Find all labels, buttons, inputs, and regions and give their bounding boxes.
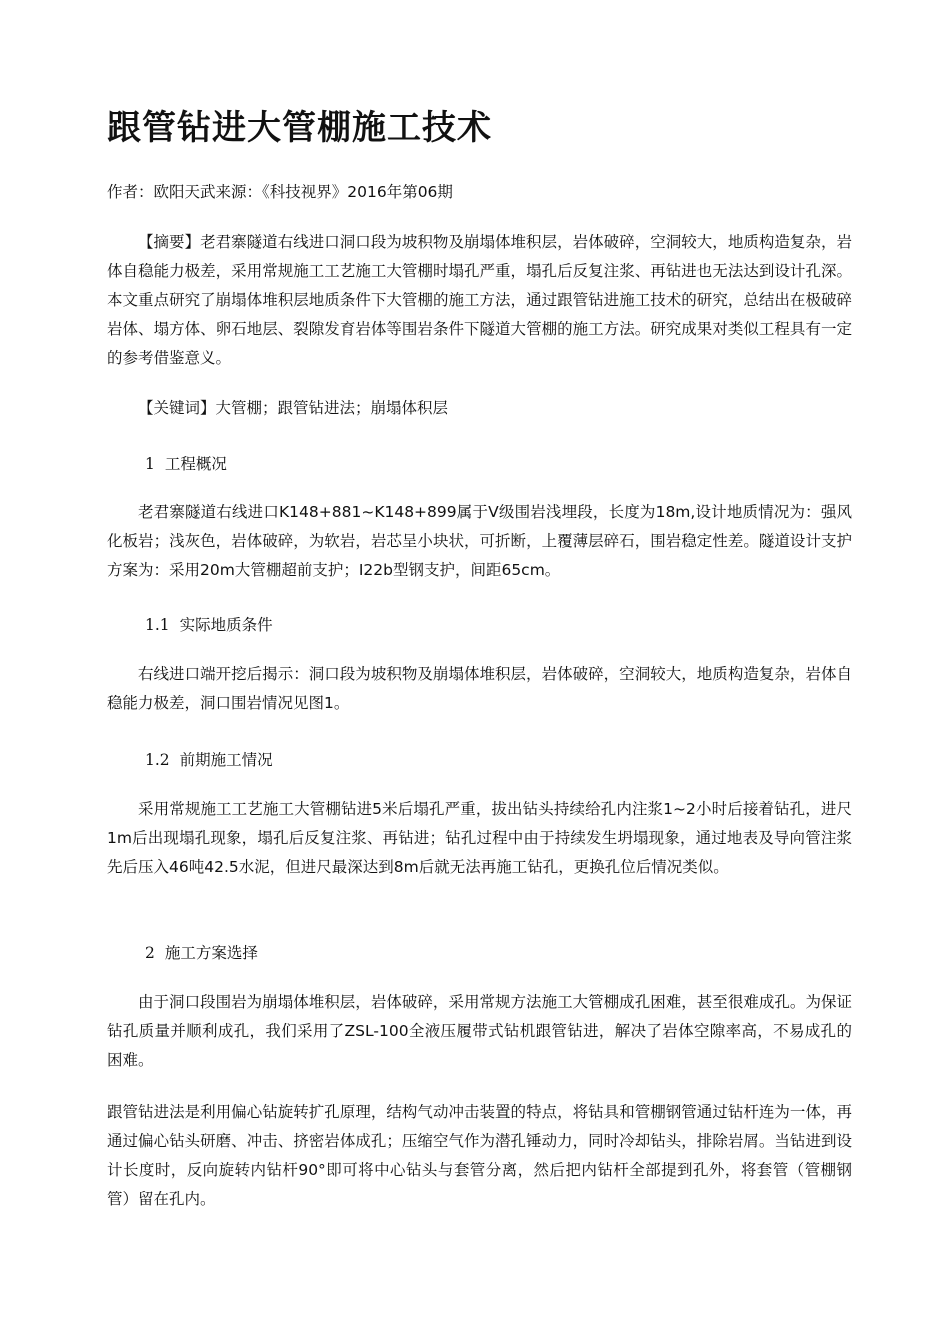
article-meta: 作者：欧阳天武来源：《科技视界》2016年第06期 xyxy=(107,183,453,201)
section-heading-1-1 xyxy=(145,613,273,637)
section-number: 1.2 xyxy=(145,751,170,769)
section-title: 实际地质条件 xyxy=(179,616,273,634)
section-title: 施工方案选择 xyxy=(164,944,258,962)
keywords-paragraph: 【关键词】大管棚；跟管钻进法；崩塌体积层 xyxy=(138,399,449,417)
section-heading-1 xyxy=(145,452,227,476)
closing-paragraph: 跟管钻进法是利用偏心钻旋转扩孔原理，结构气动冲击装置的特点，将钻具和管棚钢管通过钻杆连为一体，再通过偏心钻头研磨、冲击、挤密岩体成孔；压缩空气作为潜孔锤动力，同时冷却钻头，排除岩屑。当钻进到设计长度时，反向旋转内钻杆90°即可将中心钻头与套管分离，然后把内钻杆全部提到孔外，将套管（管棚钢管）留在孔内。 xyxy=(107,1103,852,1208)
section-heading-1-2 xyxy=(145,748,273,772)
abstract-paragraph: 【摘要】老君寨隧道右线进口洞口段为坡积物及崩塌体堆积层，岩体破碎，空洞较大，地质构造复杂，岩体自稳能力极差，采用常规施工工艺施工大管棚时塌孔严重，塌孔后反复注浆、再钻进也无法达到设计孔深。本文重点研究了崩塌体堆积层地质条件下大管棚的施工方法，通过跟管钻进施工技术的研究，总结出在极破碎岩体、塌方体、卵石地层、裂隙发育岩体等围岩条件下隧道大管棚的施工方法。研究成果对类似工程具有一定的参考借鉴意义。 xyxy=(107,233,852,367)
section-number: 1 xyxy=(145,455,155,473)
section-number: 2 xyxy=(145,944,155,962)
section-heading-2 xyxy=(145,941,258,965)
section-title: 前期施工情况 xyxy=(179,751,273,769)
section-paragraph: 右线进口端开挖后揭示：洞口段为坡积物及崩塌体堆积层，岩体破碎，空洞较大，地质构造复杂，岩体自稳能力极差，洞口围岩情况见图1。 xyxy=(107,665,852,712)
section-paragraph: 老君寨隧道右线进口K148+881~K148+899属于V级围岩浅埋段，长度为18m,设计地质情况为：强风化板岩；浅灰色，岩体破碎，为软岩，岩芯呈小块状，可折断，上覆薄层碎石，围岩稳定性差。隧道设计支护方案为：采用20m大管棚超前支护；I22b型钢支护，间距65cm。 xyxy=(107,503,852,579)
article-title: 跟管钻进大管棚施工技术 xyxy=(107,108,492,148)
section-paragraph: 由于洞口段围岩为崩塌体堆积层，岩体破碎，采用常规方法施工大管棚成孔困难，甚至很难成孔。为保证钻孔质量并顺利成孔，我们采用了ZSL-100全液压履带式钻机跟管钻进，解决了岩体空隙率高，不易成孔的困难。 xyxy=(107,993,852,1069)
section-paragraph: 采用常规施工工艺施工大管棚钻进5米后塌孔严重，拔出钻头持续给孔内注浆1~2小时后接着钻孔，进尺1m后出现塌孔现象，塌孔后反复注浆、再钻进；钻孔过程中由于持续发生坍塌现象，通过地表及导向管注浆先后压入46吨42.5水泥，但进尺最深达到8m后就无法再施工钻孔，更换孔位后情况类似。 xyxy=(107,800,852,876)
section-title: 工程概况 xyxy=(164,455,227,473)
section-number: 1.1 xyxy=(145,616,170,634)
